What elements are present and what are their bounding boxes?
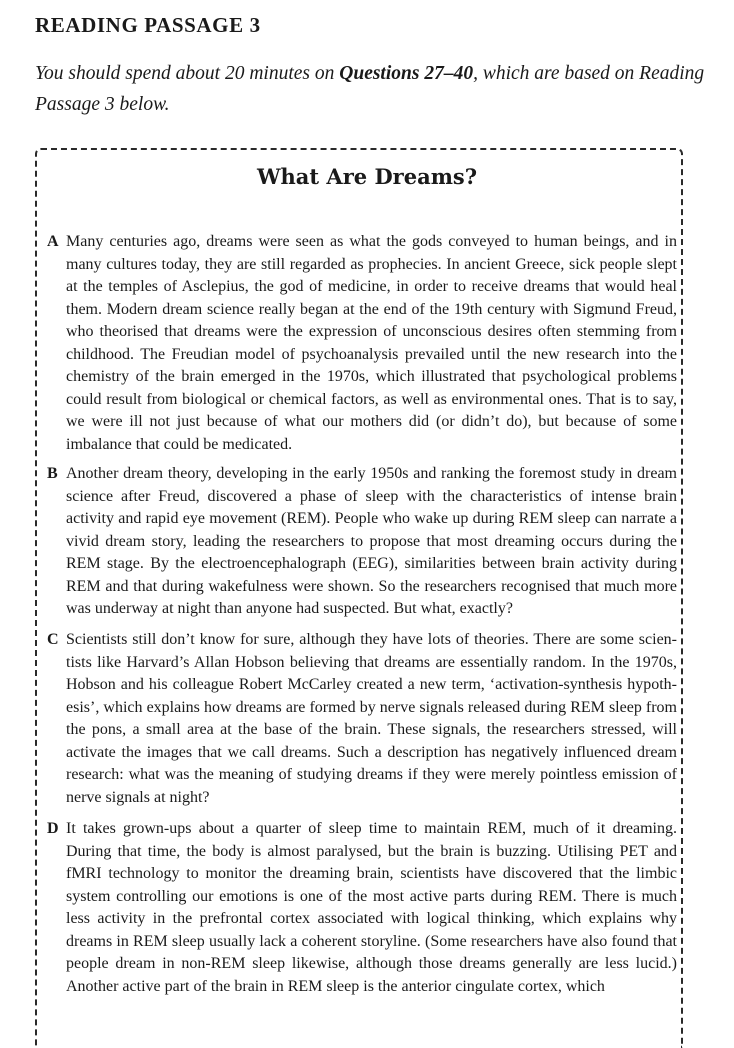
paragraph-text: It takes grown-ups about a quarter of sleep time to maintain REM, much of it dreaming. During that time, the body is almost paralysed, but the brain is buzzing. Utilising PET and fMRI technology to monitor the dreaming brain, scientists have discovered that the limbic system controlling our emotions is one of the most active parts during REM. There is much less activity in the prefrontal cortex associated with logical thinking, which explains why dreams in REM sleep usually lack a coherent storyline. (Some researchers have also found that people dream in non-REM sleep likewise, although those dreams generally are less lucid.) Another active part of the brain in REM sleep is the anterior cingulate cortex, which <box>66 820 677 995</box>
passage-title: What Are Dreams? <box>256 164 478 189</box>
paragraph-a <box>47 231 677 456</box>
instructions-suffix: , which are based on Reading Passage 3 below. <box>35 63 705 115</box>
section-heading: READING PASSAGE 3 <box>35 13 261 37</box>
paragraph-letter: B <box>47 465 58 482</box>
instructions-prefix: You should spend about 20 minutes on <box>35 63 340 84</box>
paragraph-letter: D <box>47 820 59 837</box>
paragraph-letter: A <box>47 233 59 250</box>
instructions <box>35 58 705 120</box>
paragraph-d <box>47 818 677 998</box>
paragraph-c <box>47 629 677 809</box>
paragraph-text: Another dream theory, developing in the early 1950s and ranking the foremost study in dream science after Freud, discovered a phase of sleep with the characteristics of intense brain activity and rapid eye movement (REM). People who wake up during REM sleep can narrate a vivid dream story, leading the researchers to propose that most dreaming occurs during the REM stage. By the electroencephalograph (EEG), similarities between brain activity during REM and that during wakefulness were shown. So the researchers recognised that much more was underway at night than anyone had suspected. But what, exactly? <box>66 465 677 617</box>
paragraph-b <box>47 463 677 621</box>
paragraph-letter: C <box>47 631 59 648</box>
questions-range: Questions 27–40 <box>339 63 474 84</box>
paragraph-text: Many centuries ago, dreams were seen as what the gods conveyed to human beings, and in many cultures today, they are still regarded as prophecies. In ancient Greece, sick people slept at the temples of Asclepius, the god of medicine, in order to receive dreams that would heal them. Modern dream science really began at the end of the 19th century with Sigmund Freud, who theorised that dreams were the expression of unconscious desires often stemming from childhood. The Freudian model of psychoanalysis prevailed until the new research into the chemistry of the brain emerged in the 1970s, which illustrated that psychological problems could result from biological or chemical factors, as well as environmental ones. That is to say, we were ill not just because of what our mothers did (or didn’t do), but because of some imbalance that could be medicated. <box>66 233 677 453</box>
paragraph-text: Scientists still don’t know for sure, although they have lots of theories. There are some scien-tists like Harvard’s Allan Hobson believing that dreams are essentially random. In the 1970s, Hobson and his colleague Robert McCarley created a new term, ‘activation-synthesis hypoth-esis’, which explains how dreams are formed by nerve signals released during REM sleep from the pons, a small area at the base of the brain. These signals, the researchers stressed, will activate the images that we call dreams. Such a description has negatively influenced dream research: what was the meaning of studying dreams if they were merely pointless emission of nerve signals at night? <box>66 631 677 806</box>
